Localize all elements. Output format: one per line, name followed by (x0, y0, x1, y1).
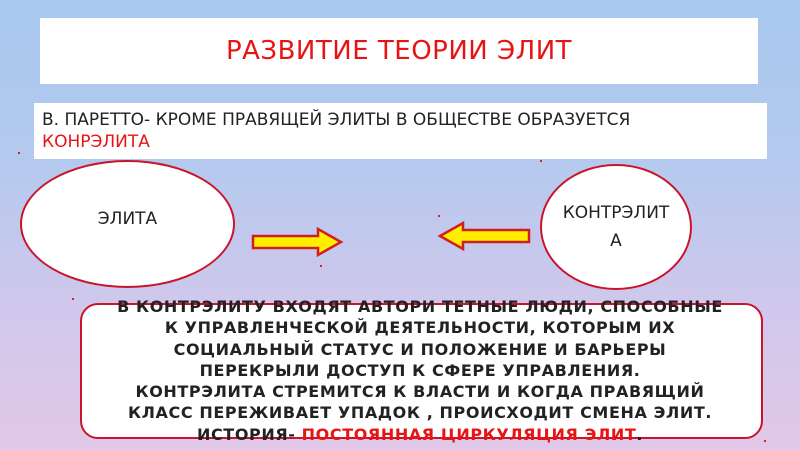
subtitle-line: В. ПАРЕТТО- КРОМЕ ПРАВЯЩЕЙ ЭЛИТЫ В ОБЩЕСТВЕ ОБРАЗУЕТСЯ (42, 110, 631, 130)
subtitle-box (34, 103, 767, 159)
title-box (40, 18, 758, 84)
arrow-left-icon (436, 220, 532, 252)
conclusion-line (60, 424, 780, 445)
elite-ellipse (20, 160, 235, 288)
description-line: ПЕРЕКРЫЛИ ДОСТУП К СФЕРЕ УПРАВЛЕНИЯ. (199, 360, 641, 380)
decor-dot (540, 160, 542, 162)
slide-title: РАЗВИТИЕ ТЕОРИИ ЭЛИТ (225, 36, 573, 66)
decor-dot (72, 298, 74, 300)
conclusion-highlight: ПОСТОЯННАЯ ЦИРКУЛЯЦИЯ ЭЛИТ (301, 424, 637, 444)
counter-elite-label-line1: КОНТРЭЛИТ (562, 203, 670, 223)
decor-dot (438, 215, 440, 217)
description-text (60, 296, 780, 445)
subtitle-highlight: КОНРЭЛИТА (42, 132, 150, 152)
description-line: КОНТРЭЛИТА СТРЕМИТСЯ К ВЛАСТИ И КОГДА ПРАВЯЩИЙ (135, 382, 705, 402)
description-line: К УПРАВЛЕНЧЕСКОЙ ДЕЯТЕЛЬНОСТИ, КОТОРЫМ ИХ (164, 318, 676, 338)
counter-elite-ellipse (540, 164, 692, 290)
decor-dot (320, 265, 322, 267)
decor-dot (764, 440, 766, 442)
description-line: КЛАСС ПЕРЕЖИВАЕТ УПАДОК , ПРОИСХОДИТ СМЕНА ЭЛИТ. (127, 403, 713, 423)
description-line: СОЦИАЛЬНЫЙ СТАТУС И ПОЛОЖЕНИЕ И БАРЬЕРЫ (173, 339, 667, 359)
conclusion-prefix: ИСТОРИЯ- (196, 424, 302, 444)
decor-dot (18, 152, 20, 154)
arrow-right-icon (250, 226, 345, 258)
counter-elite-label-line2: А (610, 231, 622, 251)
description-line: В КОНТРЭЛИТУ ВХОДЯТ АВТОРИ ТЕТНЫЕ ЛЮДИ, СПОСОБНЫЕ (117, 297, 723, 316)
conclusion-suffix: . (636, 424, 644, 444)
elite-label: ЭЛИТА (97, 209, 158, 229)
